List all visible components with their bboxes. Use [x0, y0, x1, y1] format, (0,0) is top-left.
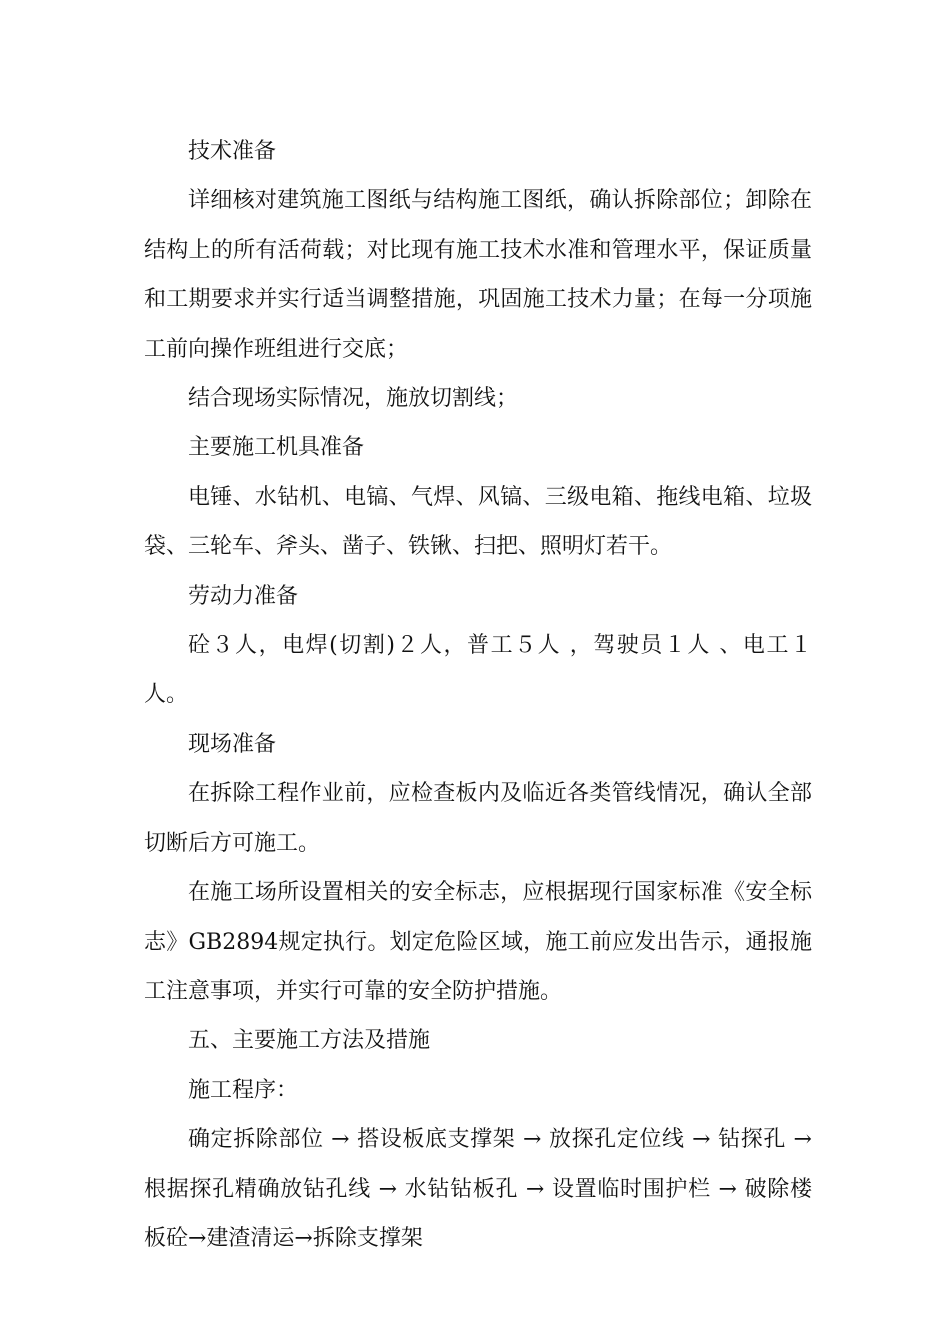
paragraph-procedure-flow: 确定拆除部位 → 搭设板底支撑架 → 放探孔定位线 → 钻探孔 → 根据探孔精确放钻孔线 → 水钻钻板孔 → 设置临时围护栏 → 破除楼板砼→建渣清运→拆除支撑架	[144, 1127, 812, 1251]
heading-labor-preparation: 劳动力准备	[188, 583, 299, 609]
heading-equipment-preparation: 主要施工机具准备	[188, 435, 365, 461]
paragraph-pipeline-check: 在拆除工程作业前，应检查板内及临近各类管线情况，确认全部切断后方可施工。	[144, 781, 812, 856]
paragraph-technical-details: 详细核对建筑施工图纸与结构施工图纸，确认拆除部位；卸除在结构上的所有活荷载；对比现有施工技术水准和管理水平，保证质量和工期要求并实行适当调整措施，巩固施工技术力量；在每一分项施工前向操作班组进行交底；	[144, 188, 812, 362]
heading-site-preparation: 现场准备	[188, 731, 277, 757]
paragraph-cut-lines: 结合现场实际情况，施放切割线；	[188, 386, 519, 412]
paragraph-safety-signs: 在施工场所设置相关的安全标志，应根据现行国家标准《安全标志》GB2894规定执行。划定危险区域，施工前应发出告示，通报施工注意事项，并实行可靠的安全防护措施。	[144, 880, 812, 1004]
document-body	[144, 127, 812, 1263]
heading-procedure: 施工程序：	[188, 1077, 299, 1103]
section-heading-methods: 五、主要施工方法及措施	[188, 1028, 431, 1054]
heading-technical-preparation: 技术准备	[188, 139, 277, 164]
paragraph-equipment-list: 电锤、水钻机、电镐、气焊、风镐、三级电箱、拖线电箱、垃圾袋、三轮车、斧头、凿子、铁锹、扫把、照明灯若干。	[144, 484, 812, 560]
paragraph-labor-list: 砼３人，电焊(切割)２人，普工５人 ，驾驶员１人 、电工１人。	[144, 633, 812, 708]
